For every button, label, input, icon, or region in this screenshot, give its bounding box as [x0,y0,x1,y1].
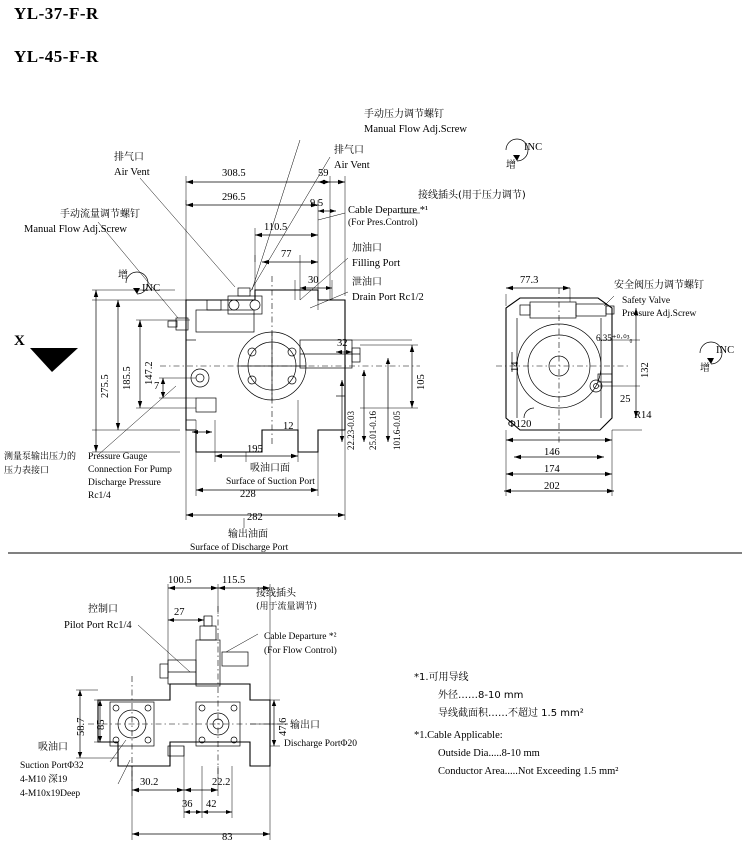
dim-132: 132 [640,362,651,378]
label-cable-plug-pressure-cn: 接线插头(用于压力调节) [418,190,526,201]
dim-42: 42 [206,799,217,810]
label-cable-departure-flow-en-2: (For Flow Control) [264,646,337,656]
dim-308-5: 308.5 [222,168,246,179]
label-manual-flow-adj-screw2-cn: 手动流量调节螺钉 [60,209,140,220]
label-suction-port-cn: 吸油口 [38,742,68,753]
label-cable-departure-pres-sub: (For Pres.Control) [348,218,418,228]
dim-147-2: 147.2 [144,361,155,385]
label-drain-port-cn: 泄油口 [352,277,382,288]
dim-36: 36 [182,799,193,810]
dim-25: 25 [620,394,631,405]
dim-32: 32 [337,338,348,349]
dim-27: 27 [174,607,185,618]
label-air-vent-1-cn: 排气口 [114,152,144,163]
label-discharge-port-en: Discharge PortΦ20 [284,739,357,749]
dim-47-6: 47.6 [278,717,289,736]
dim-30: 30 [308,275,319,286]
label-discharge-port-cn: 输出口 [290,720,320,731]
dim-85: 85 [96,719,107,730]
label-safety-valve-cn: 安全阀压力调节螺钉 [614,280,704,291]
dim-105: 105 [416,374,427,390]
dim-146: 146 [544,447,560,458]
label-pressure-gauge-en-1: Pressure Gauge [88,452,148,462]
label-pressure-gauge-cn-1: 测量泵输出压力的 [4,452,77,462]
label-inc-cn-right: 增 [700,363,710,374]
dim-7: 7 [154,381,160,392]
dim-58-7: 58.7 [76,717,87,736]
label-manual-flow-adj-screw2-en: Manual Flow Adj.Screw [24,224,127,235]
dim-59: 59 [318,168,329,179]
label-pressure-gauge-en-2: Connection For Pump [88,465,172,475]
label-discharge-surface-en: Surface of Discharge Port [190,543,289,553]
note-en-line-2: Outside Dia.....8-10 mm [438,748,540,759]
dim-275-5: 275.5 [100,374,111,398]
dim-101-6: 101.6-0.05 [392,411,402,450]
label-4m10-cn: 4-M10 深19 [20,775,68,785]
label-drain-port-en: Drain Port Rc1/2 [352,292,424,303]
dim-83: 83 [222,832,233,843]
label-air-vent-2-en: Air Vent [334,160,370,171]
label-inc-en-left: INC [142,283,161,294]
label-pressure-gauge-en-3: Discharge Pressure [88,478,161,488]
label-inc-en-top: INC [524,142,543,153]
label-manual-flow-adj-screw-cn: 手动压力调节螺钉 [364,109,444,120]
label-cable-plug-flow-cn-1: 接线插头 [256,588,296,599]
dim-296-5: 296.5 [222,192,246,203]
label-pressure-gauge-en-4: Rc1/4 [88,491,111,501]
label-pilot-port-cn: 控制口 [88,604,118,615]
label-discharge-surface-cn: 输出油面 [228,529,268,540]
note-en-line-3: Conductor Area.....Not Exceeding 1.5 mm² [438,766,619,777]
dim-282: 282 [247,512,263,523]
label-filling-port-cn: 加油口 [352,243,382,254]
label-cable-departure-pres-en: Cable Departure *¹ [348,205,429,216]
label-4m10-en: 4-M10x19Deep [20,789,81,799]
label-inc-cn-top: 增 [506,160,516,171]
section-mark-x: X [14,333,26,349]
dim-174: 174 [544,464,560,475]
label-inc-en-right: INC [716,345,735,356]
dim-228: 228 [240,489,256,500]
dim-115-5: 115.5 [222,575,246,586]
label-pressure-gauge-cn-2: 压力表接口 [4,466,50,476]
dim-22-2: 22.2 [212,777,231,788]
label-air-vent-1-en: Air Vent [114,167,150,178]
label-air-vent-2-cn: 排气口 [334,145,364,156]
label-safety-valve-en-1: Safety Valve [622,296,671,306]
dim-77-3: 77.3 [520,275,539,286]
dim-9-5: 9.5 [310,198,324,209]
label-filling-port-en: Filling Port [352,258,401,269]
dim-195: 195 [247,444,263,455]
dim-100-5: 100.5 [168,575,192,586]
dim-14: 14 [510,361,521,372]
note-cn-line-3: 导线截面积……不超过 1.5 mm² [438,708,584,719]
label-inc-cn-left: 增 [118,270,128,281]
label-cable-plug-flow-cn-2: (用于流量调节) [256,602,318,612]
label-suction-surface-cn: 吸油口面 [250,463,290,474]
dim-30-2: 30.2 [140,777,159,788]
dim-phi120: Φ120 [508,419,532,430]
dim-185-5: 185.5 [122,366,133,390]
dim-25-01: 25.01-0.16 [368,411,378,450]
page-title-model-2: YL-45-F-R [14,47,99,66]
label-pilot-port-en: Pilot Port Rc1/4 [64,620,132,631]
label-manual-flow-adj-screw-en: Manual Flow Adj.Screw [364,124,467,135]
dim-77: 77 [281,249,292,260]
dim-r14: R14 [634,410,652,421]
dim-202: 202 [544,481,560,492]
dim-22-23: 22.23-0.03 [346,411,356,450]
label-suction-surface-en: Surface of Suction Port [226,477,315,487]
dim-110-5: 110.5 [264,222,288,233]
note-cn-line-2: 外径……8-10 mm [438,690,524,701]
label-safety-valve-en-2: Pressure Adj.Screw [622,309,697,319]
note-cn-line-1: *1.可用导线 [414,672,469,683]
page-title-model-1: YL-37-F-R [14,4,99,23]
label-suction-port-en: Suction PortΦ32 [20,761,84,771]
dim-12: 12 [283,421,294,432]
dim-6-35: 6.35⁺⁰·⁰³₀ [596,333,633,343]
note-en-line-1: *1.Cable Applicable: [414,730,503,741]
label-cable-departure-flow-en-1: Cable Departure *² [264,632,337,642]
